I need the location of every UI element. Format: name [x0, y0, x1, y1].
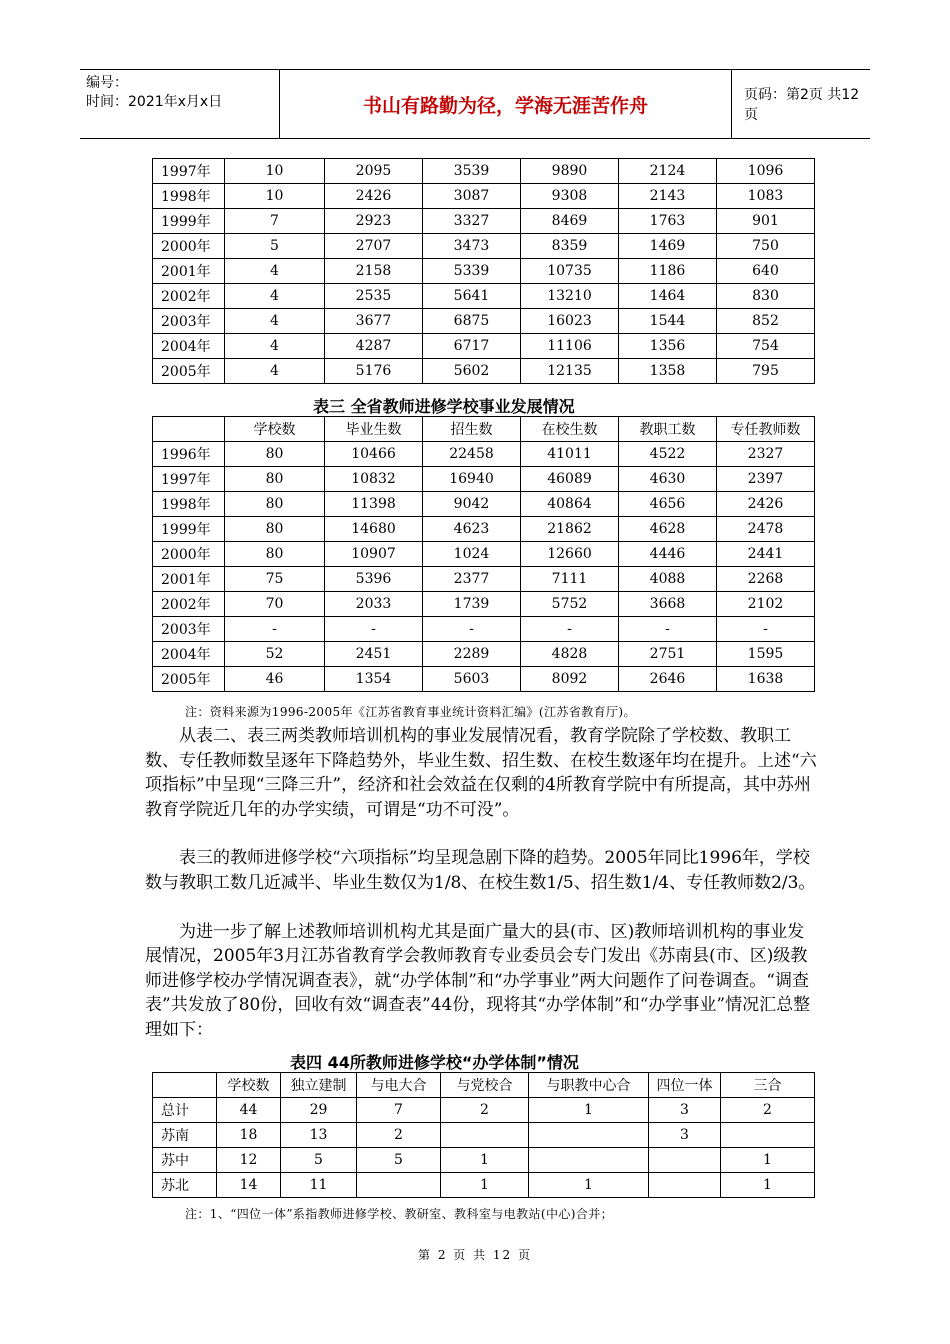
table-cell: 5603 [423, 667, 521, 692]
row-label-cell: 1999年 [153, 209, 225, 234]
row-label-cell: 1998年 [153, 184, 225, 209]
table-cell [649, 1173, 721, 1198]
table-cell: 40864 [521, 492, 619, 517]
table-cell: 4088 [619, 567, 717, 592]
table-cell [649, 1148, 721, 1173]
row-label-cell: 2001年 [153, 259, 225, 284]
table-cell [529, 1148, 649, 1173]
table-cell: 5396 [325, 567, 423, 592]
table-row [153, 209, 815, 234]
table-cell: 8092 [521, 667, 619, 692]
table-cell: 901 [717, 209, 815, 234]
table-cell: 2033 [325, 592, 423, 617]
table-cell: 4 [225, 359, 325, 384]
table-cell: 46 [225, 667, 325, 692]
table-cell: 5641 [423, 284, 521, 309]
row-label-cell: 1997年 [153, 467, 225, 492]
paragraph-analysis-1: 从表二、表三两类教师培训机构的事业发展情况看，教育学院除了学校数、教职工数、专任教师数呈逐年下降趋势外，毕业生数、招生数、在校生数逐年均在提升。上述“六项指标”中呈现“三降三升”，经济和社会效益在仅剩的4所教育学院中有所提高，其中苏州教育学院近几年的办学实绩，可谓是“功不可没”。 [145, 726, 817, 820]
row-label-cell: 1997年 [153, 159, 225, 184]
table-cell: 16940 [423, 467, 521, 492]
table-cell: 2 [721, 1098, 815, 1123]
table-cell: 1 [441, 1173, 529, 1198]
row-label-cell: 苏中 [153, 1148, 217, 1173]
table-cell: 2478 [717, 517, 815, 542]
table-cell [721, 1123, 815, 1148]
table-row [153, 184, 815, 209]
column-header: 毕业生数 [325, 417, 423, 442]
table-cell: 18 [217, 1123, 281, 1148]
table-cell: 2377 [423, 567, 521, 592]
table-cell: 2143 [619, 184, 717, 209]
page-footer: 第 2 页 共 12 页 [418, 1248, 532, 1262]
table-row [153, 567, 815, 592]
table-cell: 2 [441, 1098, 529, 1123]
table-cell: 8469 [521, 209, 619, 234]
header-page-info: 页码：第2页 共12页 [744, 87, 860, 123]
table-row [153, 617, 815, 642]
table-cell: 12135 [521, 359, 619, 384]
row-label-cell: 总计 [153, 1098, 217, 1123]
table-cell: 2095 [325, 159, 423, 184]
table-cell: 80 [225, 542, 325, 567]
table-cell: 1 [441, 1148, 529, 1173]
table-cell: 852 [717, 309, 815, 334]
row-label-cell: 2001年 [153, 567, 225, 592]
table-cell: 5176 [325, 359, 423, 384]
table-cell: 11 [281, 1173, 357, 1198]
table-row [153, 359, 815, 384]
paragraph-survey: 为进一步了解上述教师培训机构尤其是面广量大的县(市、区)教师培训机构的事业发展情况，2005年3月江苏省教育学会教师教育专业委员会专门发出《苏南县(市、区)级教师进修学校办学情况调查表》，就“办学体制”和“办学事业”两大问题作了问卷调查。“调查表”共发放了80份，回收有效“调查表”44份，现将其“办学体制”和“办学事业”情况汇总整理如下： [145, 921, 811, 1040]
column-header [153, 1073, 217, 1098]
table-cell: 2327 [717, 442, 815, 467]
table-cell: 4628 [619, 517, 717, 542]
table-cell: 1595 [717, 642, 815, 667]
table-cell: 4 [225, 284, 325, 309]
table-cell: 2441 [717, 542, 815, 567]
table-cell: 10466 [325, 442, 423, 467]
table-cell: 1358 [619, 359, 717, 384]
table-cell: 1356 [619, 334, 717, 359]
table-header-row [153, 1073, 815, 1098]
table-cell: 4828 [521, 642, 619, 667]
table-cell: - [619, 617, 717, 642]
table-cell: 4656 [619, 492, 717, 517]
document-time: 时间：2021年x月x日 [86, 94, 223, 110]
table-cell: 14 [217, 1173, 281, 1198]
table-cell: 1763 [619, 209, 717, 234]
row-label-cell: 1998年 [153, 492, 225, 517]
table-cell: 11106 [521, 334, 619, 359]
table-row [153, 234, 815, 259]
table-cell: 4 [225, 309, 325, 334]
table-cell: 4630 [619, 467, 717, 492]
row-label-cell: 苏南 [153, 1123, 217, 1148]
table-cell: 10 [225, 159, 325, 184]
table-cell: 13210 [521, 284, 619, 309]
row-label-cell: 2003年 [153, 309, 225, 334]
table-cell: 2535 [325, 284, 423, 309]
table-cell: 1186 [619, 259, 717, 284]
table-cell: 4446 [619, 542, 717, 567]
table-row [153, 667, 815, 692]
table-cell: 3087 [423, 184, 521, 209]
table-cell: 9890 [521, 159, 619, 184]
table-cell: 6875 [423, 309, 521, 334]
table-cell: 3677 [325, 309, 423, 334]
table-cell [357, 1173, 441, 1198]
table-cell [441, 1123, 529, 1148]
table-cell: 2124 [619, 159, 717, 184]
column-header [153, 417, 225, 442]
paragraph-analysis-2: 表三的教师进修学校“六项指标”均呈现急剧下降的趋势。2005年同比1996年，学校数与教职工数几近减半、毕业生数仅为1/8、在校生数1/5、招生数1/4、专任教师数2/3。 [145, 848, 816, 893]
table-teacher-training-schools [152, 416, 815, 692]
table-cell: 9308 [521, 184, 619, 209]
table-cell: 80 [225, 467, 325, 492]
table4-note: 注：1、“四位一体”系指教师进修学校、教研室、教科室与电教站(中心)合并； [185, 1207, 614, 1221]
table-cell: - [423, 617, 521, 642]
table-cell: 3473 [423, 234, 521, 259]
table-cell: 2646 [619, 667, 717, 692]
table-cell: 830 [717, 284, 815, 309]
table-cell: - [325, 617, 423, 642]
column-header: 与党校合 [441, 1073, 529, 1098]
column-header: 三合 [721, 1073, 815, 1098]
table-row [153, 259, 815, 284]
table-cell: - [521, 617, 619, 642]
table-cell: 1083 [717, 184, 815, 209]
table-cell: 754 [717, 334, 815, 359]
table-cell: 1739 [423, 592, 521, 617]
row-label-cell: 2004年 [153, 334, 225, 359]
header-meta [80, 70, 280, 138]
table-cell: 4 [225, 334, 325, 359]
table-cell: 1469 [619, 234, 717, 259]
table-cell [529, 1123, 649, 1148]
table-cell: 22458 [423, 442, 521, 467]
table-row [153, 1148, 815, 1173]
table-row [153, 159, 815, 184]
table-cell: 10907 [325, 542, 423, 567]
table-cell: 1 [529, 1173, 649, 1198]
table-cell: 640 [717, 259, 815, 284]
table-row [153, 467, 815, 492]
row-label-cell: 1999年 [153, 517, 225, 542]
table-cell: 2426 [717, 492, 815, 517]
table-cell: 3668 [619, 592, 717, 617]
table-cell: 2923 [325, 209, 423, 234]
column-header: 四位一体 [649, 1073, 721, 1098]
table-school-system [152, 1072, 815, 1198]
table-row [153, 309, 815, 334]
table-cell: 1024 [423, 542, 521, 567]
table-cell: 75 [225, 567, 325, 592]
column-header: 与电大合 [357, 1073, 441, 1098]
table-row [153, 1098, 815, 1123]
table-cell: 80 [225, 492, 325, 517]
table-cell: 80 [225, 442, 325, 467]
table-cell: 11398 [325, 492, 423, 517]
table-cell: 2268 [717, 567, 815, 592]
table-cell: 9042 [423, 492, 521, 517]
row-label-cell: 1996年 [153, 442, 225, 467]
table-cell: 2751 [619, 642, 717, 667]
document-number-label: 编号： [86, 75, 128, 91]
table-row [153, 442, 815, 467]
row-label-cell: 苏北 [153, 1173, 217, 1198]
table-cell: 2289 [423, 642, 521, 667]
table-cell: 21862 [521, 517, 619, 542]
table-cell: 5 [225, 234, 325, 259]
table3-source-note: 注：资料来源为1996-2005年《江苏省教育事业统计资料汇编》(江苏省教育厅)。 [185, 705, 636, 719]
table-cell: 5752 [521, 592, 619, 617]
table-cell: - [225, 617, 325, 642]
table-row [153, 542, 815, 567]
table-cell: 5339 [423, 259, 521, 284]
table-education-colleges-continued [152, 158, 815, 384]
table-cell: 2426 [325, 184, 423, 209]
page-header [80, 69, 870, 139]
table-row [153, 334, 815, 359]
column-header: 学校数 [217, 1073, 281, 1098]
table-cell: 5 [281, 1148, 357, 1173]
table-row [153, 1173, 815, 1198]
table-cell: 750 [717, 234, 815, 259]
table-cell: 10735 [521, 259, 619, 284]
row-label-cell: 2002年 [153, 284, 225, 309]
table-cell: 5602 [423, 359, 521, 384]
table-cell: 7111 [521, 567, 619, 592]
row-label-cell: 2002年 [153, 592, 225, 617]
table-cell: 46089 [521, 467, 619, 492]
table-cell: 7 [225, 209, 325, 234]
table-cell: 1096 [717, 159, 815, 184]
table-cell: 4623 [423, 517, 521, 542]
table-cell: 4287 [325, 334, 423, 359]
table-cell: 6717 [423, 334, 521, 359]
table-cell: 70 [225, 592, 325, 617]
table-cell: 8359 [521, 234, 619, 259]
column-header: 与职教中心合 [529, 1073, 649, 1098]
table-cell: 2158 [325, 259, 423, 284]
column-header: 独立建制 [281, 1073, 357, 1098]
table-cell: 3327 [423, 209, 521, 234]
table-cell: 5 [357, 1148, 441, 1173]
table3-caption: 表三 全省教师进修学校事业发展情况 [313, 397, 575, 416]
column-header: 教职工数 [619, 417, 717, 442]
header-motto: 书山有路勤为径，学海无涯苦作舟 [280, 70, 732, 138]
table-cell: 14680 [325, 517, 423, 542]
table-cell: 1464 [619, 284, 717, 309]
table-row [153, 492, 815, 517]
table-cell: 1638 [717, 667, 815, 692]
table-cell: 2397 [717, 467, 815, 492]
table-cell: 29 [281, 1098, 357, 1123]
table-cell: 10832 [325, 467, 423, 492]
table-cell: 2451 [325, 642, 423, 667]
row-label-cell: 2000年 [153, 542, 225, 567]
table-cell: 3 [649, 1098, 721, 1123]
table-cell: 2102 [717, 592, 815, 617]
table-cell: 52 [225, 642, 325, 667]
table-cell: 1 [529, 1098, 649, 1123]
table-cell: 12 [217, 1148, 281, 1173]
table-header-row [153, 417, 815, 442]
table-cell: 3539 [423, 159, 521, 184]
table-row [153, 1123, 815, 1148]
column-header: 专任教师数 [717, 417, 815, 442]
table-cell: 1544 [619, 309, 717, 334]
column-header: 在校生数 [521, 417, 619, 442]
table-cell: 1 [721, 1173, 815, 1198]
table-cell: 4522 [619, 442, 717, 467]
table-cell: 795 [717, 359, 815, 384]
table-row [153, 517, 815, 542]
table-cell: - [717, 617, 815, 642]
table-row [153, 592, 815, 617]
column-header: 学校数 [225, 417, 325, 442]
row-label-cell: 2003年 [153, 617, 225, 642]
table-cell: 7 [357, 1098, 441, 1123]
table-cell: 4 [225, 259, 325, 284]
table-row [153, 642, 815, 667]
table-cell: 13 [281, 1123, 357, 1148]
table-cell: 2707 [325, 234, 423, 259]
row-label-cell: 2004年 [153, 642, 225, 667]
table-cell: 10 [225, 184, 325, 209]
table-cell: 44 [217, 1098, 281, 1123]
table-cell: 16023 [521, 309, 619, 334]
table-row [153, 284, 815, 309]
row-label-cell: 2005年 [153, 667, 225, 692]
table-cell: 12660 [521, 542, 619, 567]
table-cell: 1354 [325, 667, 423, 692]
table-cell: 2 [357, 1123, 441, 1148]
table4-caption: 表四 44所教师进修学校“办学体制”情况 [290, 1053, 579, 1072]
row-label-cell: 2005年 [153, 359, 225, 384]
row-label-cell: 2000年 [153, 234, 225, 259]
body-text [145, 724, 817, 1043]
table-cell: 3 [649, 1123, 721, 1148]
column-header: 招生数 [423, 417, 521, 442]
table-cell: 80 [225, 517, 325, 542]
table-cell: 41011 [521, 442, 619, 467]
table-cell: 1 [721, 1148, 815, 1173]
